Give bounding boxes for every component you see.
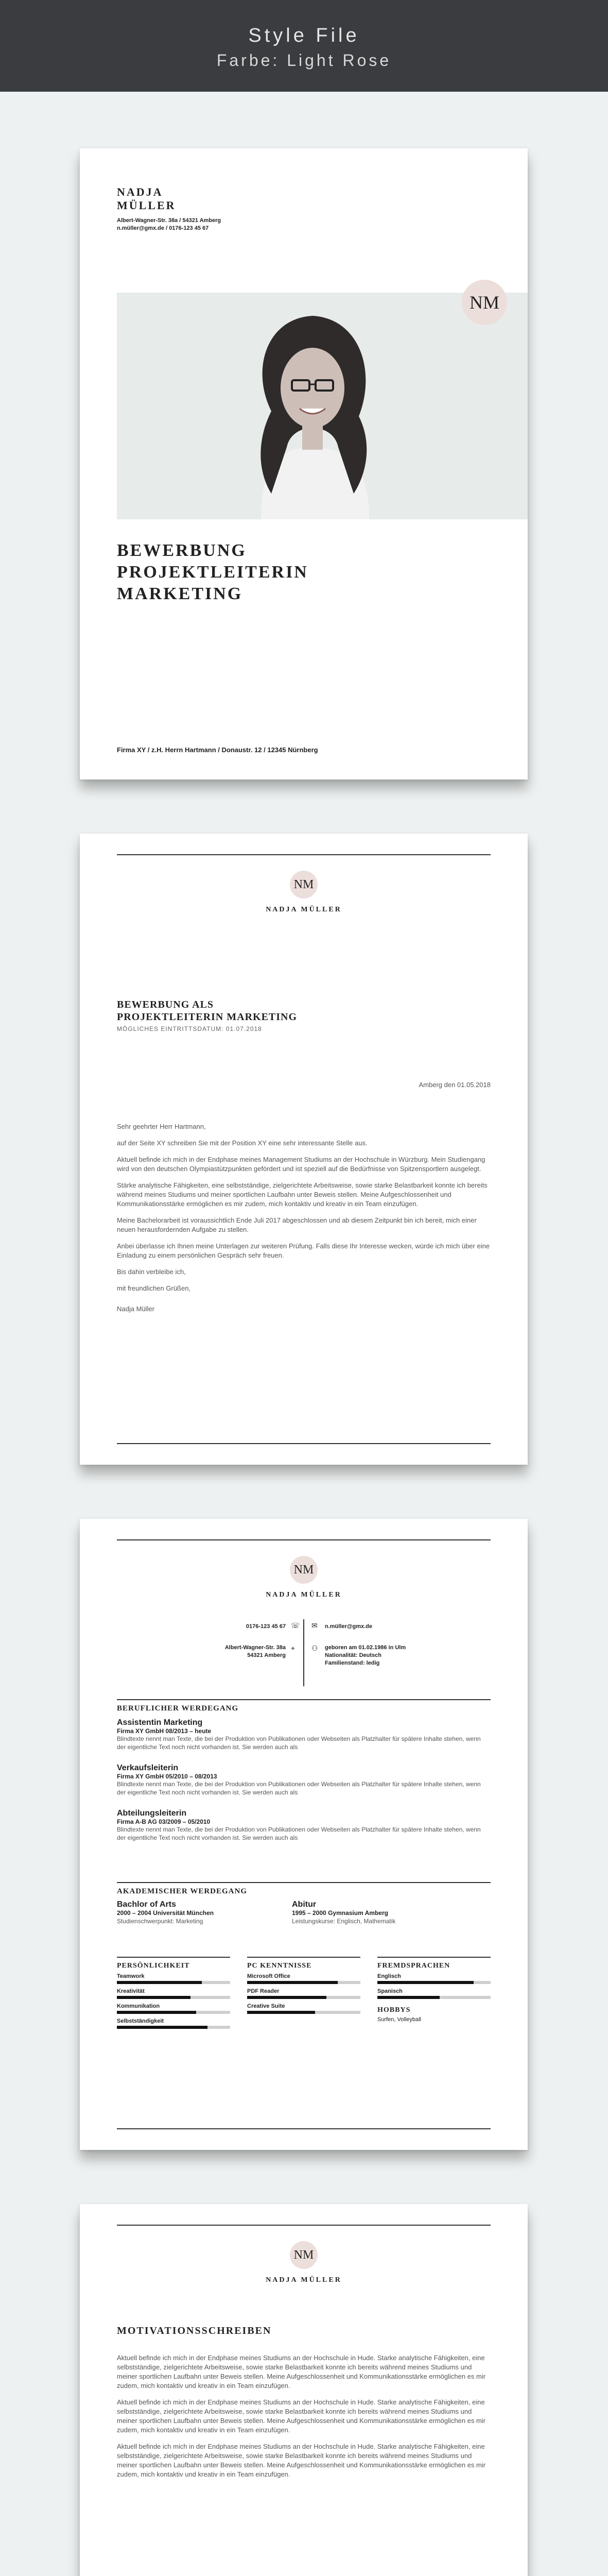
skill-label: Selbstständigkeit [117, 2018, 164, 2024]
skill-row [247, 1988, 360, 1999]
cover-page [80, 148, 528, 779]
degree-sub: Studienschwerpunkt: Marketing [117, 1918, 203, 1925]
education-heading: AKADEMISCHER WERDEGANG [117, 1887, 247, 1895]
job-company: Firma XY GmbH 08/2013 – heute [117, 1727, 212, 1735]
skill-row [377, 1988, 491, 1999]
letter-body [117, 1122, 491, 1314]
birth-line: geboren am 01.02.1986 in Ulm [325, 1645, 406, 1651]
skill-label: PDF Reader [247, 1988, 280, 1994]
language-list [377, 1973, 491, 1999]
letter-title-line-1: BEWERBUNG ALS [117, 999, 214, 1010]
education-section [117, 1882, 491, 1926]
first-name: NADJA [117, 185, 163, 198]
letter-monogram: NM [290, 871, 318, 899]
job-title: Assistentin Marketing [117, 1718, 203, 1727]
motivation-paragraph: Aktuell befinde ich mich in der Endphase meines Studiums an der Hochschule in Hude. Starke analytische Fähigkeiten, eine selbstständige, zielgerichtete Arbeitsweise, sowie starke Belastbarkeit konnte ich bereits während meines Studiums und meiner sportlichen Laufbahn unter Beweis stellen. Meine Aufgeschlossenheit und Kommunikationsstärke ermöglichen es mir zudem, mich kontaktiv und kreativ in ein Team einzufügen. [117, 2443, 486, 2478]
skill-bar-track [247, 1981, 360, 1984]
start-date: MÖGLICHES EINTRITTSDATUM: 01.07.2018 [117, 1025, 262, 1032]
degree-title: Abitur [292, 1900, 317, 1909]
skill-label: Kreativität [117, 1988, 145, 1994]
top-rule [117, 1539, 491, 1540]
job-company: Firma XY GmbH 05/2010 – 08/2013 [117, 1773, 217, 1780]
mail-icon: ✉ [311, 1621, 318, 1630]
job-company: Firma A-B AG 03/2009 – 05/2010 [117, 1818, 211, 1825]
skill-bar-track [247, 1996, 360, 1999]
pc-heading: PC KENNTNISSE [247, 1962, 312, 1970]
letter-paragraph: auf der Seite XY schreiben Sie mit der Position XY eine sehr interessante Stelle aus. [117, 1139, 368, 1147]
phone: 0176-123 45 67 [246, 1623, 286, 1630]
language-column [377, 1957, 491, 2033]
language-heading: FREMDSPRACHEN [377, 1962, 450, 1970]
skill-bar-fill [247, 1996, 326, 1999]
email: n.müller@gmx.de [325, 1623, 373, 1630]
contact-block [80, 1619, 528, 1686]
job-title: Verkaufsleiterin [117, 1764, 179, 1772]
job-description: Blindtexte nennt man Texte, die bei der Produktion von Publikationen oder Webseiten als Platzhalter für spätere Inhalte stehen, wenn der eigentliche Text noch nicht vorhanden ist. Sie werden auch als [117, 1735, 481, 1751]
skills-column [117, 1957, 230, 2033]
personality-list [117, 1973, 230, 2029]
cover-footer: Firma XY / z.H. Herrn Hartmann / Donaustr. 12 / 12345 Nürnberg [117, 746, 318, 754]
skill-bar-track [117, 2026, 230, 2029]
personality-heading: PERSÖNLICHKEIT [117, 1962, 190, 1970]
cover-title [117, 540, 308, 605]
skill-bar-track [377, 1981, 491, 1984]
skill-row [117, 2018, 230, 2029]
skill-label: Creative Suite [247, 2003, 285, 2009]
job-entry [117, 1718, 491, 1751]
skill-row [117, 2003, 230, 2014]
skill-row [377, 1973, 491, 1984]
skill-bar-track [117, 1996, 230, 1999]
cover-name [117, 185, 221, 231]
degree-line: 2000 – 2004 Universität München [117, 1909, 214, 1917]
degree-line: 1995 – 2000 Gymnasium Amberg [292, 1909, 388, 1917]
motivation-monogram: NM [290, 2241, 318, 2269]
cover-address: Albert-Wagner-Str. 38a / 54321 Amberg [117, 217, 221, 224]
cover-title-line-2: PROJEKTLEITERIN [117, 563, 308, 582]
skill-bar-fill [117, 1981, 202, 1984]
hobbies-text: Surfen, Volleyball [377, 2016, 421, 2023]
skill-bar-fill [247, 1981, 338, 1984]
job-title: Abteilungsleiterin [117, 1809, 187, 1818]
address [225, 1644, 286, 1659]
marital-line: Familienstand: ledig [325, 1660, 380, 1666]
skill-bar-fill [247, 2011, 315, 2014]
skill-bar-track [117, 1981, 230, 1984]
skills-section [117, 1957, 491, 2033]
letter-signature: Nadja Müller [117, 1305, 154, 1313]
place-date: Amberg den 01.05.2018 [419, 1081, 491, 1089]
address-line-1: Albert-Wagner-Str. 38a [224, 1645, 286, 1651]
job-description: Blindtexte nennt man Texte, die bei der Produktion von Publikationen oder Webseiten als Platzhalter für spätere Inhalte stehen, wenn der eigentliche Text noch nicht vorhanden ist. Sie werden auch als [117, 1781, 481, 1796]
hobbies-heading: HOBBYS [377, 2006, 411, 2014]
bottom-rule [117, 2128, 491, 2129]
cv-page [80, 1519, 528, 2150]
letter-paragraph: Aktuell befinde ich mich in der Endphase meines Management Studiums an der Hochschule in Würzburg. Mein Studiengang wird von den deutschen Olympiastützpunkten gefördert und ist speziell auf die Bedürfnisse von Spitzensportlern ausgelegt. [117, 1156, 485, 1173]
skill-label: Microsoft Office [247, 1973, 290, 1979]
cover-title-line-1: BEWERBUNG [117, 541, 247, 560]
phone-icon: ☏ [291, 1621, 300, 1630]
skill-bar-track [377, 1996, 491, 1999]
motivation-paragraph: Aktuell befinde ich mich in der Endphase meines Studiums an der Hochschule in Hude. Starke analytische Fähigkeiten, eine selbstständige, zielgerichtete Arbeitsweise, sowie starke Belastbarkeit konnte ich bereits während meines Studiums und meiner sportlichen Laufbahn unter Beweis stellen. Meine Aufgeschlossenheit und Kommunikationsstärke ermöglichen es mir zudem, mich kontaktiv und kreativ in ein Team einzufügen. [117, 2354, 486, 2389]
skill-bar-fill [117, 2026, 207, 2029]
skill-bar-fill [117, 1996, 190, 1999]
work-section [117, 1699, 491, 1842]
skill-bar-fill [377, 1981, 474, 1984]
letter-paragraph: Stärke analytische Fähigkeiten, eine selbstständige, zielgerichtete Arbeitsweise, sowie starke Belastbarkeit konnte ich bereits während meines Studiums und meiner sportlichen Laufbahn unter Beweis stellen. Meine Aufgeschlossenheit und Kommunikationsstärke ermöglichen es mir zudem, mich kontaktiv und kreativ in ein Team einzufügen. [117, 1181, 488, 1208]
cover-title-line-3: MARKETING [117, 584, 243, 603]
section-rule [247, 1957, 360, 1958]
degree-sub: Leistungskurse: Englisch, Mathematik [292, 1918, 396, 1925]
job-entry [117, 1809, 491, 1842]
section-rule [117, 1957, 230, 1958]
style-header [0, 0, 608, 92]
birthday-icon: ⚇ [311, 1644, 318, 1652]
section-rule [377, 1957, 491, 1958]
skill-row [247, 2003, 360, 2014]
skill-row [117, 1988, 230, 1999]
skill-label: Englisch [377, 1973, 401, 1979]
letter-title [117, 998, 297, 1032]
last-name: MÜLLER [117, 199, 176, 212]
cover-contact: n.müller@gmx.de / 0176-123 45 67 [117, 225, 209, 231]
personal-info [325, 1644, 406, 1667]
motivation-heading: MOTIVATIONSSCHREIBEN [117, 2325, 272, 2336]
letter-paragraph: Meine Bachelorarbeit ist voraussichtlich Ende Juli 2017 abgeschlossen und ab diesem Zeitpunkt bin ich bereit, mich einer neuen herausfordernden Aufgabe zu stellen. [117, 1216, 477, 1233]
skill-label: Teamwork [117, 1973, 145, 1979]
top-rule [117, 854, 491, 855]
letter-name: NADJA MÜLLER [266, 906, 342, 913]
motivation-paragraph: Aktuell befinde ich mich in der Endphase meines Studiums an der Hochschule in Hude. Starke analytische Fähigkeiten, eine selbstständige, zielgerichtete Arbeitsweise, sowie starke Belastbarkeit konnte ich bereits während meines Studiums und meiner sportlichen Laufbahn unter Beweis stellen. Meine Aufgeschlossenheit und Kommunikationsstärke ermöglichen es mir zudem, mich kontaktiv und kreativ in ein Team einzufügen. [117, 2398, 486, 2434]
motivation-name: NADJA MÜLLER [266, 2276, 342, 2284]
contact-divider [303, 1619, 304, 1686]
address-line-2: 54321 Amberg [247, 1652, 286, 1658]
motivation-page [80, 2204, 528, 2576]
location-pin-icon: ⌖ [291, 1644, 295, 1652]
letter-title-line-2: PROJEKTLEITERIN MARKETING [117, 1011, 298, 1023]
cover-monogram: NM [462, 280, 507, 325]
style-subtitle: Farbe: Light Rose [216, 51, 392, 70]
portrait-photo [204, 293, 421, 519]
education-entry [117, 1900, 292, 1926]
letter-paragraph: Anbei überlasse ich Ihnen meine Unterlagen zur weiteren Prüfung. Falls diese Ihr Interesse wecken, würde ich mich über eine Einladung zu einem persönlichen Gespräch sehr freuen. [117, 1242, 490, 1259]
skill-bar-fill [117, 2011, 196, 2014]
degree-title: Bachlor of Arts [117, 1900, 176, 1909]
letter-greeting: mit freundlichen Grüßen, [117, 1284, 191, 1292]
letter-page [80, 834, 528, 1465]
education-list [117, 1900, 491, 1926]
skill-row [117, 1973, 230, 1984]
photo-band [117, 293, 528, 519]
skill-bar-fill [377, 1996, 440, 1999]
skill-bar-track [117, 2011, 230, 2014]
pc-list [247, 1973, 360, 2014]
salutation: Sehr geehrter Herr Hartmann, [117, 1123, 206, 1130]
top-rule [117, 2225, 491, 2226]
section-rule [117, 1699, 491, 1700]
skill-label: Kommunikation [117, 2003, 160, 2009]
nationality-line: Nationalität: Deutsch [325, 1652, 382, 1658]
cv-name: NADJA MÜLLER [266, 1591, 342, 1599]
pc-column [247, 1957, 360, 2033]
skill-bar-track [247, 2011, 360, 2014]
job-entry [117, 1764, 491, 1797]
cv-monogram: NM [290, 1556, 318, 1584]
work-heading: BERUFLICHER WERDEGANG [117, 1704, 239, 1713]
motivation-body [117, 2353, 491, 2486]
education-entry [292, 1900, 467, 1926]
skill-row [247, 1973, 360, 1984]
style-title: Style File [248, 25, 360, 46]
bottom-rule [117, 1443, 491, 1444]
job-description: Blindtexte nennt man Texte, die bei der Produktion von Publikationen oder Webseiten als Platzhalter für spätere Inhalte stehen, wenn der eigentliche Text noch nicht vorhanden ist. Sie werden auch als [117, 1826, 481, 1841]
skill-label: Spanisch [377, 1988, 403, 1994]
letter-closing: Bis dahin verbleibe ich, [117, 1268, 186, 1276]
section-rule [117, 1882, 491, 1883]
